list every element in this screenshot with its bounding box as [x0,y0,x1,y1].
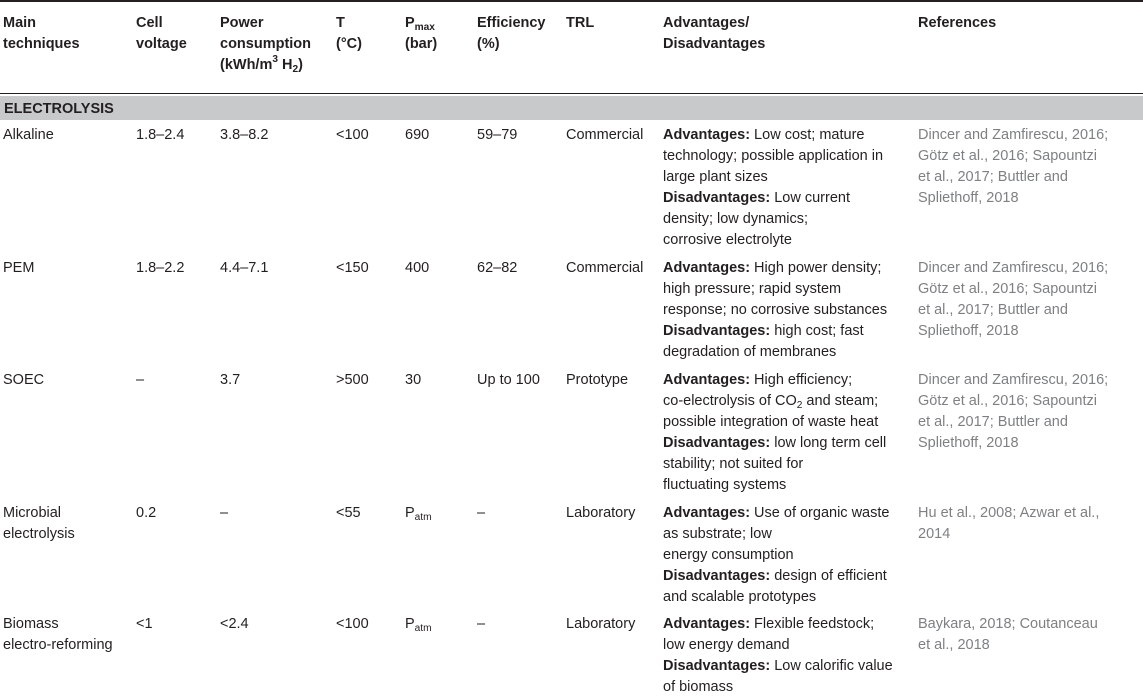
cell-references: Hu et al., 2008; Azwar et al., 2014 [918,505,1100,542]
header-text: $P_{max}$ [405,15,435,33]
cell-temperature: <150 [336,260,369,276]
cell-efficiency: – [477,505,486,521]
cell-trl: Commercial [566,260,644,276]
cell-voltage: – [136,372,145,388]
cell-power: <2.4 [220,616,249,632]
header-rule [0,93,1143,94]
cell-references: Dincer and Zamfirescu, 2016; Götz et al., 2016; Sapountzi et al., 2017; Buttler and Spliethoff, 2018 [918,260,1109,339]
header-text: T [336,15,345,31]
cell-advantages: Advantages: High power density; high pressure; rapid system response; no corrosive substances Disadvantages: high cost; fast degradation of membranes [663,260,888,360]
header-text: Cell [136,15,163,31]
cell-efficiency: Up to 100 [477,372,540,388]
cell-power: 3.8–8.2 [220,127,269,143]
cell-voltage: 1.8–2.2 [136,260,185,276]
header-power-consumption [220,13,311,76]
cell-power: 3.7 [220,372,241,388]
header-text: References [918,15,997,31]
header-text: TRL [566,15,595,31]
header-text: Main [3,15,37,31]
cell-power: – [220,505,229,521]
cell-advantages: Advantages: High efficiency; co-electrolysis of $CO_2$ and steam; possible integration of waste heat Disadvantages: low long term cell stability; not suited for fluctuating systems [663,372,887,493]
cell-technique: PEM [3,260,35,276]
cell-advantages: Advantages: Use of organic waste as substrate; low energy consumption Disadvantages: design of efficient and scalable prototypes [663,505,890,605]
cell-advantages: Advantages: Low cost; mature technology; possible application in large plant sizes Disadvantages: Low current density; low dynamics; corrosive electrolyte [663,127,884,248]
header-trl [566,13,594,34]
cell-advantages: Advantages: Flexible feedstock; low energy demand Disadvantages: Low calorific value of biomass [663,616,893,695]
cell-references: Dincer and Zamfirescu, 2016; Götz et al., 2016; Sapountzi et al., 2017; Buttler and Spliethoff, 2018 [918,127,1109,206]
header-text: Efficiency [477,15,546,31]
header-references [918,13,996,34]
header-main-techniques [3,13,80,55]
cell-pmax: $P_{atm}$ [405,505,432,523]
cell-efficiency: 62–82 [477,260,518,276]
top-rule [0,0,1143,2]
cell-technique: SOEC [3,372,45,388]
header-text: (°C) [336,36,362,52]
header-unit: ($kWh/m^3$ $H_2$) [220,54,303,75]
header-text: (%) [477,36,500,52]
cell-technique: Alkaline [3,127,54,143]
cell-trl: Commercial [566,127,644,143]
cell-temperature: <100 [336,616,369,632]
cell-trl: Laboratory [566,616,636,632]
section-label: ELECTROLYSIS [4,101,114,117]
header-text: techniques [3,36,80,52]
cell-temperature: <100 [336,127,369,143]
header-text: voltage [136,36,187,52]
cell-voltage: 0.2 [136,505,157,521]
cell-voltage: 1.8–2.4 [136,127,185,143]
header-text: (bar) [405,36,438,52]
cell-trl: Laboratory [566,505,636,521]
header-text: Power [220,15,264,31]
cell-pmax: 400 [405,260,430,276]
cell-trl: Prototype [566,372,629,388]
header-text: Advantages/ [663,15,750,31]
header-advantages [663,13,765,55]
cell-pmax: $P_{atm}$ [405,616,432,634]
header-cell-voltage [136,13,187,55]
cell-technique: Biomass electro-reforming [3,616,113,653]
cell-references: Baykara, 2018; Coutanceau et al., 2018 [918,616,1098,653]
header-pmax [405,13,437,55]
section-band [0,96,1143,120]
header-text: Disadvantages [663,36,766,52]
header-temperature [336,13,362,55]
cell-voltage: <1 [136,616,153,632]
cell-efficiency: – [477,616,486,632]
cell-pmax: 30 [405,372,422,388]
cell-temperature: <55 [336,505,361,521]
cell-pmax: 690 [405,127,430,143]
cell-temperature: >500 [336,372,369,388]
header-text: consumption [220,36,312,52]
cell-references: Dincer and Zamfirescu, 2016; Götz et al., 2016; Sapountzi et al., 2017; Buttler and Spliethoff, 2018 [918,372,1109,451]
header-efficiency [477,13,546,55]
cell-technique: Microbial electrolysis [3,505,75,542]
cell-efficiency: 59–79 [477,127,518,143]
cell-power: 4.4–7.1 [220,260,269,276]
